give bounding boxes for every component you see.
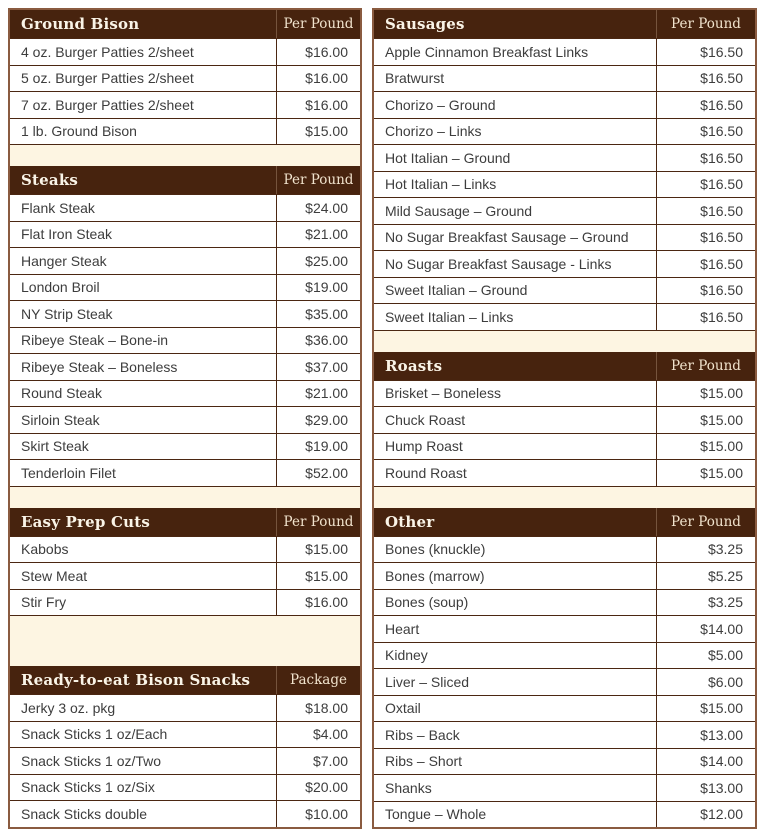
item-name: Bones (knuckle) [385,541,486,558]
item-price: $14.00 [656,616,755,642]
item-name: Stir Fry [21,594,67,611]
table-row [374,589,755,616]
item-price: $16.00 [276,590,360,616]
table-row [374,721,755,748]
item-price: $16.50 [656,119,755,145]
price-table-section [374,10,755,330]
item-price: $16.50 [656,198,755,224]
section-header [10,508,360,536]
item-price: $16.50 [656,92,755,118]
table-row [374,171,755,198]
item-name: Brisket – Boneless [385,385,501,402]
item-price: $19.00 [276,434,360,460]
table-row [374,695,755,722]
item-price: $21.00 [276,222,360,248]
item-name: London Broil [21,279,100,296]
item-price: $12.00 [656,802,755,828]
item-name: Snack Sticks 1 oz/Six [21,779,155,796]
table-row [10,300,360,327]
item-name: Jerky 3 oz. pkg [21,699,116,716]
section-header [374,352,755,380]
item-name: Tenderloin Filet [21,464,116,481]
section-unit-label: Per Pound [276,10,360,38]
item-name: Sweet Italian – Ground [385,282,528,299]
section-title: Other [385,512,435,531]
section-rows [374,536,755,828]
item-name: Ribs – Short [385,753,463,770]
table-row [10,800,360,827]
item-name: Ribs – Back [385,726,460,743]
section-rows [10,194,360,486]
section-gap [10,144,360,166]
item-name: Stew Meat [21,567,88,584]
table-row [374,118,755,145]
item-name: Flat Iron Steak [21,226,113,243]
section-header [10,666,360,694]
table-row [10,536,360,563]
item-name: Snack Sticks double [21,805,148,822]
table-row [374,562,755,589]
table-row [10,774,360,801]
table-row [374,250,755,277]
item-name: No Sugar Breakfast Sausage - Links [385,255,612,272]
table-row [10,694,360,721]
section-header [10,166,360,194]
item-price: $35.00 [276,301,360,327]
item-price: $15.00 [276,537,360,563]
item-price: $52.00 [276,460,360,486]
item-price: $7.00 [276,748,360,774]
section-rows [10,694,360,827]
table-row [374,642,755,669]
section-gap [10,486,360,508]
item-price: $5.25 [656,563,755,589]
item-price: $29.00 [276,407,360,433]
section-header [374,508,755,536]
item-price: $15.00 [656,434,755,460]
item-price: $3.25 [656,537,755,563]
table-row [10,562,360,589]
section-title: Sausages [385,15,465,33]
table-row [374,91,755,118]
price-table-section [10,166,360,486]
item-name: Chuck Roast [385,411,466,428]
table-row [374,406,755,433]
item-price: $18.00 [276,695,360,721]
item-price: $3.25 [656,590,755,616]
table-row [374,197,755,224]
price-table-section [10,508,360,616]
section-rows [374,38,755,330]
section-title: Ready-to-eat Bison Snacks [21,671,251,689]
table-row [10,380,360,407]
item-price: $15.00 [276,119,360,145]
table-row [374,801,755,828]
table-row [10,194,360,221]
item-price: $13.00 [656,775,755,801]
price-table-section [10,666,360,827]
section-header [10,10,360,38]
item-name: 7 oz. Burger Patties 2/sheet [21,96,194,113]
item-name: Hot Italian – Links [385,176,497,193]
item-price: $15.00 [656,407,755,433]
section-title: Easy Prep Cuts [21,512,150,531]
table-row [10,327,360,354]
table-row [10,459,360,486]
item-price: $10.00 [276,801,360,827]
item-name: Bones (marrow) [385,567,485,584]
table-row [374,303,755,330]
item-name: Bratwurst [385,70,445,87]
item-price: $24.00 [276,195,360,221]
right-price-table [372,8,757,829]
item-price: $15.00 [276,563,360,589]
table-row [374,38,755,65]
item-price: $16.00 [276,92,360,118]
section-unit-label: Per Pound [656,508,755,536]
item-name: Sweet Italian – Links [385,308,514,325]
item-name: Sirloin Steak [21,411,100,428]
section-header [374,10,755,38]
table-row [10,433,360,460]
section-title: Steaks [21,171,79,189]
item-price: $13.00 [656,722,755,748]
item-price: $36.00 [276,328,360,354]
item-price: $16.00 [276,66,360,92]
item-price: $16.50 [656,145,755,171]
item-name: Kidney [385,647,428,664]
table-row [10,721,360,748]
section-unit-label: Per Pound [276,166,360,194]
price-table-section [374,508,755,828]
price-table-section [374,352,755,486]
item-name: No Sugar Breakfast Sausage – Ground [385,229,629,246]
item-price: $16.50 [656,66,755,92]
item-name: Shanks [385,779,432,796]
item-name: Liver – Sliced [385,673,470,690]
table-row [10,221,360,248]
section-gap [374,486,755,508]
item-price: $25.00 [276,248,360,274]
item-name: Tongue – Whole [385,806,487,823]
item-name: Round Steak [21,385,102,402]
item-price: $16.50 [656,304,755,330]
item-price: $4.00 [276,722,360,748]
item-name: Hanger Steak [21,252,107,269]
table-row [10,353,360,380]
item-name: Ribeye Steak – Boneless [21,358,178,375]
left-price-table [8,8,362,829]
item-price: $37.00 [276,354,360,380]
item-name: Ribeye Steak – Bone-in [21,332,169,349]
table-row [10,747,360,774]
table-row [374,65,755,92]
section-gap [374,330,755,352]
item-price: $16.50 [656,251,755,277]
section-rows [10,536,360,616]
item-price: $16.50 [656,225,755,251]
item-name: Hot Italian – Ground [385,149,511,166]
item-name: 1 lb. Ground Bison [21,123,137,140]
item-price: $15.00 [656,381,755,407]
item-price: $16.50 [656,172,755,198]
item-price: $21.00 [276,381,360,407]
section-rows [10,38,360,144]
table-row [374,459,755,486]
table-row [374,277,755,304]
item-name: Chorizo – Links [385,123,482,140]
item-name: Round Roast [385,464,467,481]
item-name: Kabobs [21,541,69,558]
table-row [374,615,755,642]
item-name: Snack Sticks 1 oz/Each [21,726,168,743]
section-rows [374,380,755,486]
item-price: $20.00 [276,775,360,801]
table-row [374,144,755,171]
table-row [374,668,755,695]
table-row [10,589,360,616]
table-row [10,65,360,92]
item-name: Oxtail [385,700,421,717]
table-row [374,380,755,407]
table-row [10,406,360,433]
section-title: Ground Bison [21,15,140,33]
table-row [10,247,360,274]
item-name: Apple Cinnamon Breakfast Links [385,43,589,60]
item-name: Flank Steak [21,199,95,216]
item-name: NY Strip Steak [21,305,113,322]
item-name: Snack Sticks 1 oz/Two [21,752,162,769]
section-gap [10,615,360,666]
item-name: Chorizo – Ground [385,96,496,113]
item-price: $14.00 [656,749,755,775]
section-unit-label: Package [276,666,360,694]
table-row [374,774,755,801]
item-price: $16.50 [656,278,755,304]
item-name: Bones (soup) [385,594,469,611]
item-price: $15.00 [656,696,755,722]
section-unit-label: Per Pound [656,352,755,380]
table-row [10,38,360,65]
item-name: 4 oz. Burger Patties 2/sheet [21,43,194,60]
table-row [374,748,755,775]
item-price: $15.00 [656,460,755,486]
item-name: Hump Roast [385,438,463,455]
table-row [374,433,755,460]
item-price: $5.00 [656,643,755,669]
table-row [10,118,360,145]
table-row [374,224,755,251]
item-name: Heart [385,620,420,637]
section-unit-label: Per Pound [276,508,360,536]
table-row [374,536,755,563]
section-title: Roasts [385,356,443,375]
item-price: $16.50 [656,39,755,65]
item-price: $19.00 [276,275,360,301]
item-price: $6.00 [656,669,755,695]
table-row [10,274,360,301]
item-name: 5 oz. Burger Patties 2/sheet [21,70,194,87]
section-unit-label: Per Pound [656,10,755,38]
item-name: Mild Sausage – Ground [385,202,533,219]
item-price: $16.00 [276,39,360,65]
table-row [10,91,360,118]
price-table-section [10,10,360,144]
item-name: Skirt Steak [21,438,89,455]
